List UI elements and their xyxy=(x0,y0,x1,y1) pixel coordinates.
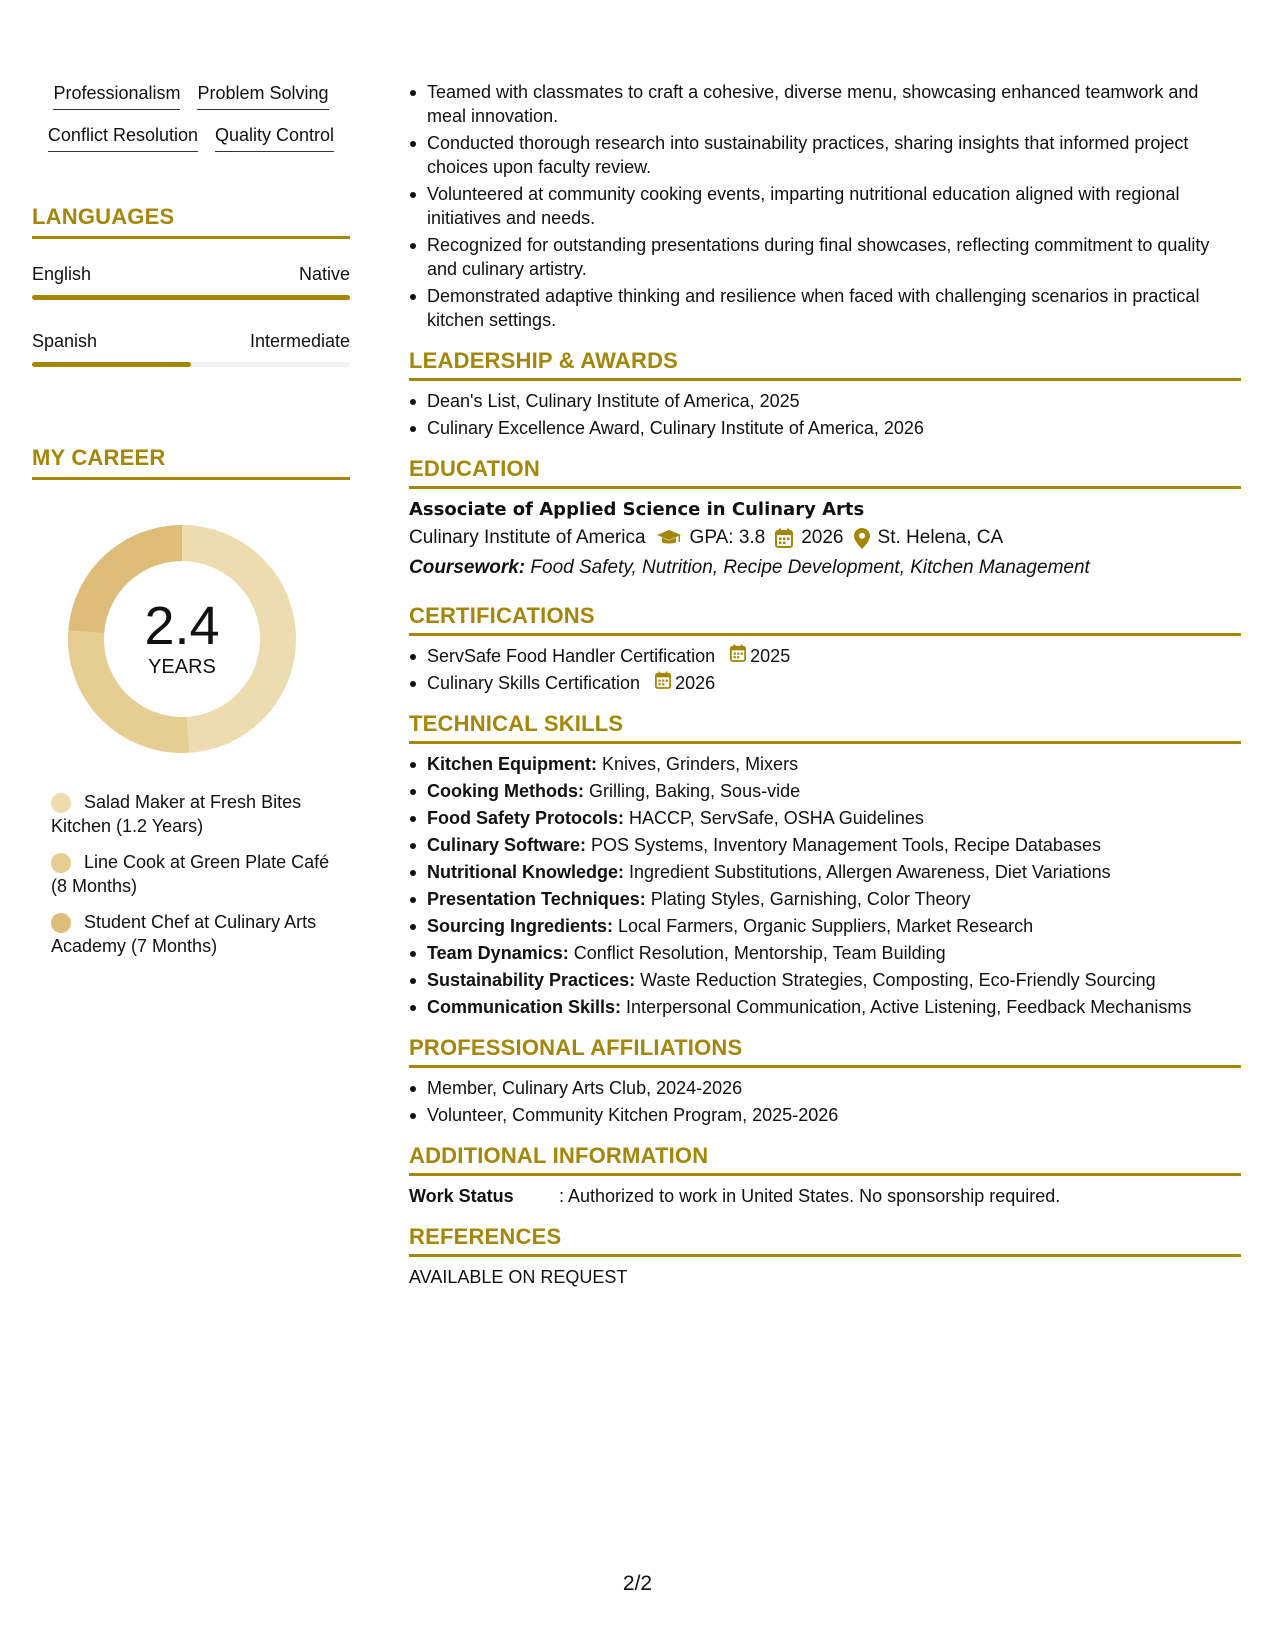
list-item: Recognized for outstanding presentations during final showcases, reflecting commitment to quality and culinary artistry. xyxy=(409,233,1241,281)
legend-label: Line Cook at Green Plate Café (8 Months) xyxy=(51,852,330,896)
work-status-value: : Authorized to work in United States. No sponsorship required. xyxy=(559,1186,1061,1206)
school-location: St. Helena, CA xyxy=(877,527,1004,548)
skill-item xyxy=(409,860,1241,884)
skill-item xyxy=(409,968,1241,992)
skill-label: Cooking Methods: xyxy=(427,781,584,801)
language-bar xyxy=(32,362,350,367)
career-legend-item xyxy=(51,850,350,898)
page-number: 2/2 xyxy=(622,1572,653,1595)
coursework-label: Coursework: xyxy=(409,557,526,578)
leadership-title: LEADERSHIP & AWARDS xyxy=(409,348,1241,381)
skill-value: POS Systems, Inventory Management Tools, Recipe Databases xyxy=(591,835,1101,855)
career-years-value: 2.4 xyxy=(144,596,220,656)
school-name: Culinary Institute of America xyxy=(409,527,646,548)
technical-skills-section xyxy=(409,711,1241,1019)
language-item xyxy=(32,330,350,367)
skill-item xyxy=(409,806,1241,830)
references-title: REFERENCES xyxy=(409,1224,1241,1257)
skill-value: Local Farmers, Organic Suppliers, Market Research xyxy=(618,916,1034,936)
legend-label: Salad Maker at Fresh Bites Kitchen (1.2 Years) xyxy=(51,792,302,836)
gpa: GPA: 3.8 xyxy=(689,527,766,548)
legend-dot xyxy=(51,853,71,873)
languages-section xyxy=(32,204,350,367)
career-legend-item xyxy=(51,910,350,958)
skill-label: Communication Skills: xyxy=(427,997,622,1017)
education-title: EDUCATION xyxy=(409,456,1241,489)
skill-value: HACCP, ServSafe, OSHA Guidelines xyxy=(629,808,924,828)
skill-label: Culinary Software: xyxy=(427,835,587,855)
language-bar-fill xyxy=(32,295,350,300)
references-text: AVAILABLE ON REQUEST xyxy=(409,1267,628,1287)
legend-dot xyxy=(51,913,71,933)
skill-value: Waste Reduction Strategies, Composting, Eco-Friendly Sourcing xyxy=(640,970,1156,990)
list-item: Teamed with classmates to craft a cohesive, diverse menu, showcasing enhanced teamwork and meal innovation. xyxy=(409,80,1241,128)
affiliations-section xyxy=(409,1035,1241,1127)
skill-tag: Professionalism xyxy=(53,82,180,110)
calendar-icon xyxy=(730,644,750,668)
education-details xyxy=(409,523,1241,553)
skill-value: Interpersonal Communication, Active Listening, Feedback Mechanisms xyxy=(626,997,1192,1017)
certification-year: 2025 xyxy=(750,646,791,666)
legend-dot xyxy=(51,793,71,813)
calendar-icon xyxy=(775,528,793,548)
skill-item xyxy=(409,779,1241,803)
list-item xyxy=(409,644,1241,668)
skill-label: Sustainability Practices: xyxy=(427,970,636,990)
coursework-list: Food Safety, Nutrition, Recipe Development, Kitchen Management xyxy=(530,557,1090,578)
skill-tag: Conflict Resolution xyxy=(48,124,198,152)
degree-title: Associate of Applied Science in Culinary Arts xyxy=(409,499,865,520)
certification-date xyxy=(655,671,715,695)
language-bar xyxy=(32,295,350,300)
education-section xyxy=(409,456,1241,583)
graduation-cap-icon xyxy=(656,529,682,547)
work-status-row xyxy=(409,1184,1241,1208)
graduation-year: 2026 xyxy=(801,527,844,548)
career-section xyxy=(32,445,350,958)
skill-tag: Quality Control xyxy=(215,124,334,152)
list-item xyxy=(409,671,1241,695)
skill-item xyxy=(409,941,1241,965)
language-name: English xyxy=(32,264,92,284)
list-item: Culinary Excellence Award, Culinary Institute of America, 2026 xyxy=(409,416,1241,440)
skill-label: Food Safety Protocols: xyxy=(427,808,625,828)
skill-item xyxy=(409,833,1241,857)
work-status-key: Work Status xyxy=(409,1186,514,1206)
skill-value: Ingredient Substitutions, Allergen Awareness, Diet Variations xyxy=(629,862,1111,882)
list-item: Demonstrated adaptive thinking and resilience when faced with challenging scenarios in practical kitchen settings. xyxy=(409,284,1241,332)
language-bar-fill xyxy=(32,362,191,367)
skill-value: Grilling, Baking, Sous-vide xyxy=(589,781,801,801)
list-item: Dean's List, Culinary Institute of America, 2025 xyxy=(409,389,1241,413)
legend-label: Student Chef at Culinary Arts Academy (7 Months) xyxy=(51,912,317,956)
skill-item xyxy=(409,995,1241,1019)
career-legend xyxy=(32,790,350,958)
certifications-section xyxy=(409,603,1241,695)
skill-label: Kitchen Equipment: xyxy=(427,754,597,774)
main-content xyxy=(409,80,1241,1289)
languages-title: LANGUAGES xyxy=(32,204,350,239)
skill-label: Presentation Techniques: xyxy=(427,889,646,909)
certification-name: Culinary Skills Certification xyxy=(427,673,641,693)
language-name: Spanish xyxy=(32,331,98,351)
skill-item xyxy=(409,887,1241,911)
technical-skills-title: TECHNICAL SKILLS xyxy=(409,711,1241,744)
skill-value: Conflict Resolution, Mentorship, Team Building xyxy=(573,943,946,963)
skill-item xyxy=(409,752,1241,776)
career-title: MY CAREER xyxy=(32,445,350,480)
language-level: Intermediate xyxy=(249,331,350,351)
coursework xyxy=(409,553,1241,583)
map-pin-icon xyxy=(854,528,870,549)
career-years-unit: YEARS xyxy=(148,656,216,678)
language-level: Native xyxy=(298,264,350,284)
additional-info-section xyxy=(409,1143,1241,1208)
calendar-icon xyxy=(655,671,675,695)
certification-name: ServSafe Food Handler Certification xyxy=(427,646,716,666)
certification-date xyxy=(730,644,790,668)
additional-info-title: ADDITIONAL INFORMATION xyxy=(409,1143,1241,1176)
skill-label: Nutritional Knowledge: xyxy=(427,862,624,882)
skill-value: Knives, Grinders, Mixers xyxy=(602,754,799,774)
skill-label: Team Dynamics: xyxy=(427,943,569,963)
career-donut xyxy=(67,524,297,754)
list-item: Conducted thorough research into sustainability practices, sharing insights that informed project choices upon faculty review. xyxy=(409,131,1241,179)
list-item: Volunteered at community cooking events, imparting nutritional education aligned with regional initiatives and needs. xyxy=(409,182,1241,230)
career-donut-center xyxy=(67,598,297,679)
experience-bullets xyxy=(409,80,1241,332)
certifications-title: CERTIFICATIONS xyxy=(409,603,1241,636)
skill-tags xyxy=(32,82,350,152)
sidebar xyxy=(32,82,350,970)
leadership-section xyxy=(409,348,1241,440)
list-item: Volunteer, Community Kitchen Program, 2025-2026 xyxy=(409,1103,1241,1127)
list-item: Member, Culinary Arts Club, 2024-2026 xyxy=(409,1076,1241,1100)
certification-year: 2026 xyxy=(675,673,716,693)
career-legend-item xyxy=(51,790,350,838)
skill-value: Plating Styles, Garnishing, Color Theory xyxy=(650,889,971,909)
skill-label: Sourcing Ingredients: xyxy=(427,916,614,936)
skill-tag: Problem Solving xyxy=(197,82,328,110)
affiliations-title: PROFESSIONAL AFFILIATIONS xyxy=(409,1035,1241,1068)
references-section xyxy=(409,1224,1241,1289)
skill-item xyxy=(409,914,1241,938)
language-item xyxy=(32,263,350,300)
